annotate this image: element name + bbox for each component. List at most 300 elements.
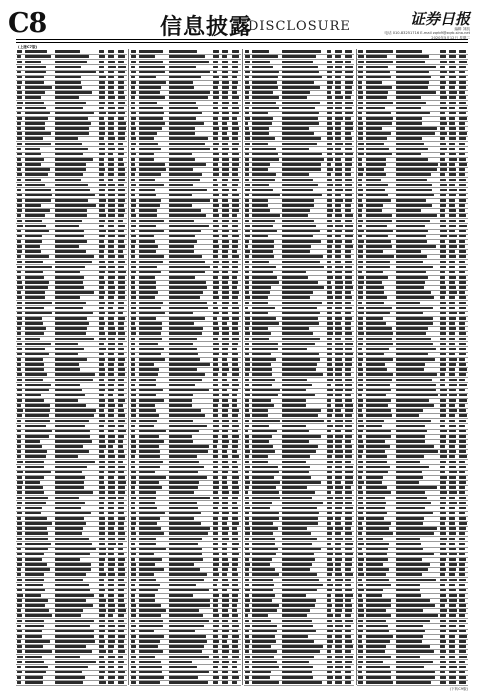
table-cell-text bbox=[335, 66, 341, 69]
table-cell-text bbox=[327, 420, 332, 423]
table-cell-text bbox=[139, 594, 155, 597]
table-cell-text bbox=[213, 543, 218, 546]
table-cell-text bbox=[169, 343, 193, 346]
table-cell-text bbox=[139, 373, 159, 376]
table-cell-text bbox=[396, 107, 421, 110]
table-cell-text bbox=[345, 543, 353, 546]
table-cell-text bbox=[17, 317, 22, 320]
table-cell-text bbox=[345, 409, 352, 412]
table-cell-text bbox=[327, 512, 332, 515]
table-cell-text bbox=[118, 558, 125, 561]
table-cell-text bbox=[440, 194, 446, 197]
table-cell-text bbox=[99, 399, 105, 402]
table-cell-text bbox=[213, 430, 219, 433]
table-cell-text bbox=[459, 373, 466, 376]
table-cell-text bbox=[25, 302, 52, 305]
table-cell-text bbox=[252, 184, 268, 187]
table-cell-text bbox=[396, 363, 425, 366]
table-cell-text bbox=[169, 122, 205, 125]
table-cell-text bbox=[345, 71, 353, 74]
table-cell-text bbox=[245, 343, 249, 346]
table-cell-text bbox=[440, 481, 446, 484]
table-cell-text bbox=[213, 404, 218, 407]
table-cell-text bbox=[252, 66, 273, 69]
table-cell-text bbox=[245, 71, 250, 74]
table-cell-text bbox=[232, 338, 239, 341]
table-cell-text bbox=[169, 153, 193, 156]
table-cell-text bbox=[282, 214, 308, 217]
table-cell-text bbox=[139, 445, 159, 448]
table-cell-text bbox=[118, 373, 125, 376]
table-cell-text bbox=[366, 630, 389, 633]
table-cell-text bbox=[108, 50, 114, 53]
table-cell-text bbox=[213, 327, 219, 330]
table-cell-text bbox=[335, 81, 341, 84]
table-cell-text bbox=[345, 358, 352, 361]
table-cell-text bbox=[252, 579, 273, 582]
table-cell-text bbox=[25, 640, 50, 643]
table-cell-text bbox=[131, 266, 136, 269]
table-cell-text bbox=[25, 112, 50, 115]
table-cell-text bbox=[449, 420, 455, 423]
table-cell-text bbox=[213, 66, 218, 69]
table-column bbox=[130, 49, 241, 685]
table-cell-text bbox=[282, 168, 320, 171]
table-cell-text bbox=[366, 435, 391, 438]
table-cell-text bbox=[366, 589, 383, 592]
table-cell-text bbox=[335, 148, 341, 151]
table-cell-text bbox=[440, 666, 446, 669]
table-cell-text bbox=[459, 502, 465, 505]
table-cell-text bbox=[358, 481, 363, 484]
table-cell-text bbox=[131, 630, 135, 633]
table-cell-text bbox=[396, 158, 428, 161]
table-cell-text bbox=[358, 194, 362, 197]
table-cell-text bbox=[17, 71, 21, 74]
table-cell-text bbox=[17, 579, 22, 582]
table-cell-text bbox=[213, 225, 219, 228]
table-cell-text bbox=[99, 86, 105, 89]
table-cell-text bbox=[335, 497, 342, 500]
table-cell-text bbox=[139, 681, 160, 684]
table-cell-text bbox=[139, 630, 154, 633]
table-cell-text bbox=[139, 179, 155, 182]
table-cell-text bbox=[345, 302, 351, 305]
table-cell-text bbox=[213, 184, 219, 187]
table-cell-text bbox=[252, 194, 279, 197]
table-cell-text bbox=[440, 440, 446, 443]
table-cell-text bbox=[118, 368, 125, 371]
table-cell-text bbox=[99, 497, 105, 500]
table-cell-text bbox=[232, 594, 238, 597]
table-cell-text bbox=[108, 86, 115, 89]
table-cell-text bbox=[131, 55, 136, 58]
table-cell-text bbox=[131, 327, 137, 330]
table-cell-text bbox=[252, 379, 274, 382]
table-cell-text bbox=[366, 373, 392, 376]
table-cell-text bbox=[449, 317, 456, 320]
table-cell-text bbox=[345, 389, 352, 392]
table-cell-text bbox=[449, 579, 457, 582]
table-cell-text bbox=[55, 343, 79, 346]
table-cell-text bbox=[222, 645, 229, 648]
table-cell-text bbox=[396, 307, 433, 310]
table-cell-text bbox=[440, 225, 446, 228]
table-cell-text bbox=[55, 266, 85, 269]
table-cell-text bbox=[358, 235, 362, 238]
table-cell-text bbox=[366, 461, 387, 464]
table-cell-text bbox=[252, 266, 276, 269]
table-cell-text bbox=[449, 132, 456, 135]
table-cell-text bbox=[17, 148, 21, 151]
table-cell-text bbox=[245, 338, 250, 341]
table-cell-text bbox=[327, 548, 333, 551]
table-cell-text bbox=[139, 338, 162, 341]
table-cell-text bbox=[17, 486, 22, 489]
table-cell-text bbox=[396, 255, 427, 258]
table-cell-text bbox=[449, 543, 455, 546]
table-cell-text bbox=[245, 676, 249, 679]
table-cell-text bbox=[169, 461, 200, 464]
table-cell-text bbox=[396, 486, 437, 489]
table-cell-text bbox=[327, 579, 332, 582]
table-cell-text bbox=[131, 240, 136, 243]
table-cell-text bbox=[131, 548, 136, 551]
table-cell-text bbox=[213, 517, 219, 520]
table-cell-text bbox=[213, 148, 219, 151]
table-cell-text bbox=[222, 199, 229, 202]
table-cell-text bbox=[131, 214, 136, 217]
table-cell-text bbox=[213, 117, 219, 120]
table-cell-text bbox=[459, 91, 465, 94]
table-cell-text bbox=[252, 240, 273, 243]
table-cell-text bbox=[459, 209, 465, 212]
table-cell-text bbox=[222, 96, 228, 99]
table-cell-text bbox=[232, 671, 238, 674]
table-cell-text bbox=[55, 676, 85, 679]
table-cell-text bbox=[335, 584, 342, 587]
table-cell-text bbox=[366, 266, 389, 269]
table-cell-text bbox=[99, 230, 105, 233]
table-cell-text bbox=[440, 656, 445, 659]
table-cell-text bbox=[131, 609, 136, 612]
table-cell-text bbox=[213, 579, 218, 582]
table-cell-text bbox=[55, 420, 89, 423]
table-cell-text bbox=[335, 179, 341, 182]
table-cell-text bbox=[213, 420, 219, 423]
table-cell-text bbox=[345, 158, 352, 161]
table-cell-text bbox=[232, 558, 239, 561]
table-cell-text bbox=[17, 271, 21, 274]
table-cell-text bbox=[396, 538, 420, 541]
table-cell-text bbox=[440, 497, 446, 500]
table-cell-text bbox=[169, 476, 207, 479]
table-cell-text bbox=[55, 122, 91, 125]
table-cell-text bbox=[108, 450, 114, 453]
table-cell-text bbox=[118, 189, 125, 192]
table-cell-text bbox=[366, 491, 391, 494]
table-cell-text bbox=[17, 353, 22, 356]
table-cell-text bbox=[252, 394, 278, 397]
table-cell-text bbox=[459, 476, 466, 479]
table-cell-text bbox=[139, 497, 157, 500]
table-cell-text bbox=[222, 650, 229, 653]
table-cell-text bbox=[108, 81, 114, 84]
table-cell-text bbox=[449, 338, 455, 341]
table-cell-text bbox=[17, 343, 22, 346]
table-cell-text bbox=[327, 271, 333, 274]
table-cell-text bbox=[358, 507, 363, 510]
table-cell-text bbox=[55, 661, 96, 664]
table-cell-text bbox=[327, 666, 333, 669]
table-cell-text bbox=[252, 276, 276, 279]
table-cell-text bbox=[139, 455, 161, 458]
table-cell-text bbox=[118, 307, 124, 310]
table-cell-text bbox=[25, 230, 49, 233]
table-cell-text bbox=[396, 476, 423, 479]
table-cell-text bbox=[169, 266, 211, 269]
table-cell-text bbox=[459, 50, 466, 53]
table-cell-text bbox=[99, 189, 105, 192]
table-cell-text bbox=[213, 271, 219, 274]
table-cell-text bbox=[282, 338, 319, 341]
table-cell-text bbox=[213, 512, 219, 515]
table-cell-text bbox=[222, 379, 228, 382]
table-cell-text bbox=[327, 76, 332, 79]
table-cell-text bbox=[440, 604, 445, 607]
table-cell-text bbox=[252, 358, 275, 361]
table-cell-text bbox=[108, 399, 114, 402]
table-cell-text bbox=[17, 76, 22, 79]
table-row bbox=[357, 680, 468, 686]
table-cell-text bbox=[366, 102, 393, 105]
table-cell-text bbox=[17, 430, 21, 433]
table-cell-text bbox=[440, 609, 447, 612]
table-cell-text bbox=[252, 204, 268, 207]
table-cell-text bbox=[17, 630, 22, 633]
table-cell-text bbox=[118, 173, 125, 176]
table-cell-text bbox=[252, 143, 268, 146]
table-cell-text bbox=[396, 455, 424, 458]
table-cell-text bbox=[335, 358, 341, 361]
table-cell-text bbox=[55, 184, 88, 187]
table-cell-text bbox=[396, 261, 423, 264]
table-cell-text bbox=[222, 204, 230, 207]
table-cell-text bbox=[252, 96, 279, 99]
table-cell-text bbox=[366, 666, 390, 669]
table-cell-text bbox=[17, 266, 22, 269]
table-cell-text bbox=[396, 250, 421, 253]
table-cell-text bbox=[252, 384, 271, 387]
table-cell-text bbox=[213, 573, 219, 576]
table-cell-text bbox=[358, 620, 363, 623]
table-cell-text bbox=[449, 497, 455, 500]
table-cell-text bbox=[282, 435, 320, 438]
table-cell-text bbox=[282, 271, 305, 274]
table-cell-text bbox=[169, 532, 209, 535]
table-cell-text bbox=[222, 579, 228, 582]
table-cell-text bbox=[55, 158, 93, 161]
table-cell-text bbox=[17, 461, 22, 464]
table-cell-text bbox=[17, 296, 22, 299]
table-cell-text bbox=[99, 286, 104, 289]
table-cell-text bbox=[459, 71, 465, 74]
table-cell-text bbox=[396, 414, 419, 417]
table-cell-text bbox=[139, 486, 163, 489]
table-cell-text bbox=[459, 327, 465, 330]
table-cell-text bbox=[327, 225, 333, 228]
table-cell-text bbox=[131, 471, 136, 474]
table-cell-text bbox=[99, 312, 105, 315]
table-cell-text bbox=[245, 255, 249, 258]
table-cell-text bbox=[345, 55, 351, 58]
table-cell-text bbox=[118, 296, 126, 299]
table-cell-text bbox=[55, 189, 91, 192]
table-cell-text bbox=[99, 148, 105, 151]
table-cell-text bbox=[366, 91, 388, 94]
table-cell-text bbox=[245, 573, 250, 576]
table-cell-text bbox=[358, 76, 363, 79]
table-cell-text bbox=[282, 558, 315, 561]
table-cell-text bbox=[366, 497, 385, 500]
table-cell-text bbox=[108, 373, 114, 376]
table-cell-text bbox=[99, 245, 105, 248]
table-cell-text bbox=[366, 353, 384, 356]
table-cell-text bbox=[459, 307, 466, 310]
table-cell-text bbox=[345, 455, 352, 458]
table-cell-text bbox=[459, 389, 465, 392]
table-cell-text bbox=[440, 502, 446, 505]
table-cell-text bbox=[282, 620, 312, 623]
table-cell-text bbox=[99, 338, 106, 341]
table-cell-text bbox=[345, 363, 352, 366]
table-cell-text bbox=[131, 620, 135, 623]
table-cell-text bbox=[55, 507, 81, 510]
table-cell-text bbox=[440, 661, 445, 664]
table-cell-text bbox=[222, 338, 229, 341]
table-cell-text bbox=[118, 486, 125, 489]
table-cell-text bbox=[366, 517, 384, 520]
table-cell-text bbox=[213, 276, 218, 279]
table-cell-text bbox=[118, 266, 124, 269]
table-cell-text bbox=[108, 281, 114, 284]
table-cell-text bbox=[25, 491, 44, 494]
table-cell-text bbox=[396, 127, 437, 130]
table-cell-text bbox=[169, 666, 197, 669]
table-cell-text bbox=[25, 96, 41, 99]
table-cell-text bbox=[17, 230, 21, 233]
table-cell-text bbox=[222, 461, 228, 464]
table-cell-text bbox=[459, 55, 466, 58]
table-cell-text bbox=[335, 158, 341, 161]
table-cell-text bbox=[131, 132, 135, 135]
table-cell-text bbox=[17, 553, 22, 556]
table-cell-text bbox=[345, 614, 351, 617]
table-cell-text bbox=[25, 604, 45, 607]
table-cell-text bbox=[335, 281, 342, 284]
table-cell-text bbox=[245, 527, 250, 530]
table-cell-text bbox=[213, 373, 218, 376]
table-cell-text bbox=[358, 563, 362, 566]
table-cell-text bbox=[358, 455, 362, 458]
table-cell-text bbox=[169, 255, 202, 258]
table-cell-text bbox=[139, 276, 156, 279]
table-cell-text bbox=[440, 168, 447, 171]
table-cell-text bbox=[118, 55, 125, 58]
table-cell-text bbox=[99, 538, 105, 541]
table-cell-text bbox=[99, 594, 104, 597]
table-cell-text bbox=[222, 327, 229, 330]
table-cell-text bbox=[55, 573, 86, 576]
table-cell-text bbox=[335, 61, 342, 64]
table-cell-text bbox=[396, 384, 436, 387]
table-cell-text bbox=[327, 148, 333, 151]
table-cell-text bbox=[396, 204, 432, 207]
table-cell-text bbox=[25, 86, 52, 89]
table-cell-text bbox=[252, 466, 278, 469]
table-cell-text bbox=[440, 568, 446, 571]
table-cell-text bbox=[169, 61, 209, 64]
table-cell-text bbox=[282, 71, 319, 74]
table-cell-text bbox=[17, 302, 22, 305]
table-cell-text bbox=[449, 389, 456, 392]
table-cell-text bbox=[213, 153, 220, 156]
table-cell-text bbox=[440, 71, 446, 74]
table-cell-text bbox=[252, 455, 268, 458]
table-cell-text bbox=[327, 61, 333, 64]
table-cell-text bbox=[345, 261, 352, 264]
table-cell-text bbox=[222, 512, 229, 515]
table-cell-text bbox=[252, 81, 276, 84]
table-cell-text bbox=[232, 497, 238, 500]
table-cell-text bbox=[358, 261, 362, 264]
table-cell-text bbox=[17, 245, 21, 248]
table-cell-text bbox=[139, 132, 157, 135]
table-cell-text bbox=[366, 168, 384, 171]
table-cell-text bbox=[232, 430, 238, 433]
table-cell-text bbox=[25, 66, 46, 69]
table-cell-text bbox=[345, 122, 353, 125]
table-cell-text bbox=[459, 184, 466, 187]
table-cell-text bbox=[139, 250, 156, 253]
table-cell-text bbox=[459, 358, 465, 361]
table-cell-text bbox=[245, 143, 250, 146]
table-cell-text bbox=[440, 584, 445, 587]
table-cell-text bbox=[99, 199, 106, 202]
table-cell-text bbox=[139, 661, 162, 664]
table-cell-text bbox=[139, 676, 164, 679]
table-cell-text bbox=[358, 409, 362, 412]
table-cell-text bbox=[25, 507, 42, 510]
table-cell-text bbox=[396, 681, 431, 684]
table-cell-text bbox=[17, 276, 21, 279]
table-cell-text bbox=[327, 466, 333, 469]
table-cell-text bbox=[358, 245, 363, 248]
table-cell-text bbox=[366, 66, 388, 69]
table-cell-text bbox=[108, 158, 114, 161]
table-cell-text bbox=[232, 50, 240, 53]
table-cell-text bbox=[327, 132, 332, 135]
table-cell-text bbox=[99, 358, 105, 361]
table-cell-text bbox=[366, 553, 387, 556]
table-cell-text bbox=[17, 240, 21, 243]
table-cell-text bbox=[139, 194, 157, 197]
table-cell-text bbox=[358, 625, 363, 628]
table-cell-text bbox=[366, 348, 389, 351]
table-cell-text bbox=[282, 281, 318, 284]
table-cell-text bbox=[139, 312, 166, 315]
table-cell-text bbox=[99, 430, 104, 433]
